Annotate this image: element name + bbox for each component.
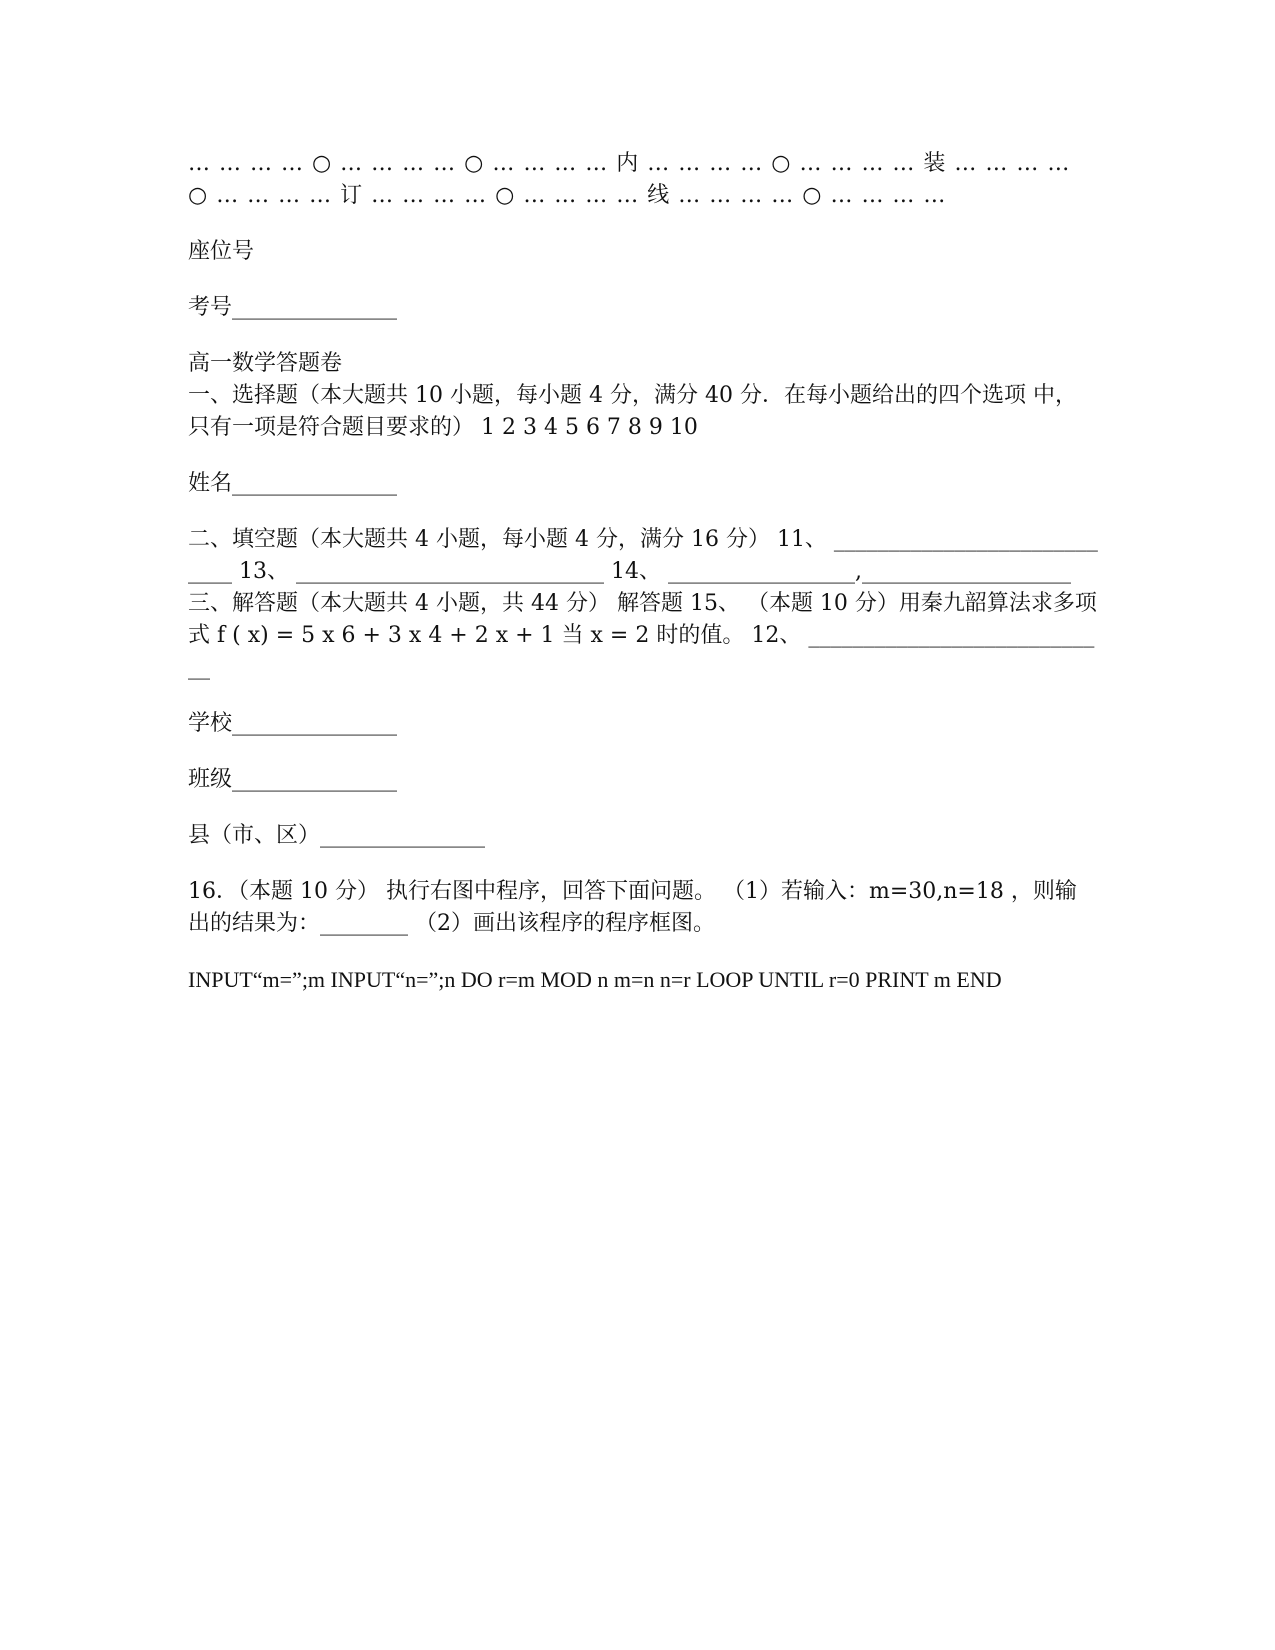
program-code: INPUT“m=”;m INPUT“n=”;n DO r=m MOD n m=n n=r LOOP UNTIL r=0 PRINT m END xyxy=(188,967,1002,992)
document-body xyxy=(188,148,1098,996)
paper-title: 高一数学答题卷 xyxy=(188,351,343,376)
class-field: 班级_______________ xyxy=(188,767,398,792)
section-choice-questions: 一、选择题（本大题共 10 小题，每小题 4 分，满分 40 分．在每小题给出的四个选项 中，只有一项是符合题目要求的） 1 2 3 4 5 6 7 8 9 10 xyxy=(188,383,1077,440)
county-field: 县（市、区）_______________ xyxy=(188,823,486,848)
binding-line: … … … … ○ … … … … ○ … … … … 内 … … … … ○ … … … … 装 … … … … ○ … … … … 订 … … … … ○ … … … … 线 … … … … ○ … … … … xyxy=(188,151,1071,208)
school-field: 学校_______________ xyxy=(188,711,398,736)
name-field: 姓名_______________ xyxy=(188,471,398,496)
exam-number-field: 考号_______________ xyxy=(188,295,398,320)
seat-number-label: 座位号 xyxy=(188,239,255,264)
section-fill-blank-and-solution: 二、填空题（本大题共 4 小题，每小题 4 分，满分 16 分） 11、 ____________________________ 13、 ____________________________ 14、 _________________,___________________ 三、解答题（本大题共 4 小题，共 44 分） 解答题 15、 （本题 10 分）用秦九韶算法求多项式 f ( x) = 5 x 6 + 3 x 4 + 2 x + 1 当 x = 2 时的值。 12、 ____________________________ xyxy=(188,527,1098,680)
question-16: 16．（本题 10 分） 执行右图中程序，回答下面问题。 （1）若输入：m=30,n=18 ，则输出的结果为：________ （2）画出该程序的程序框图。 xyxy=(188,879,1077,936)
